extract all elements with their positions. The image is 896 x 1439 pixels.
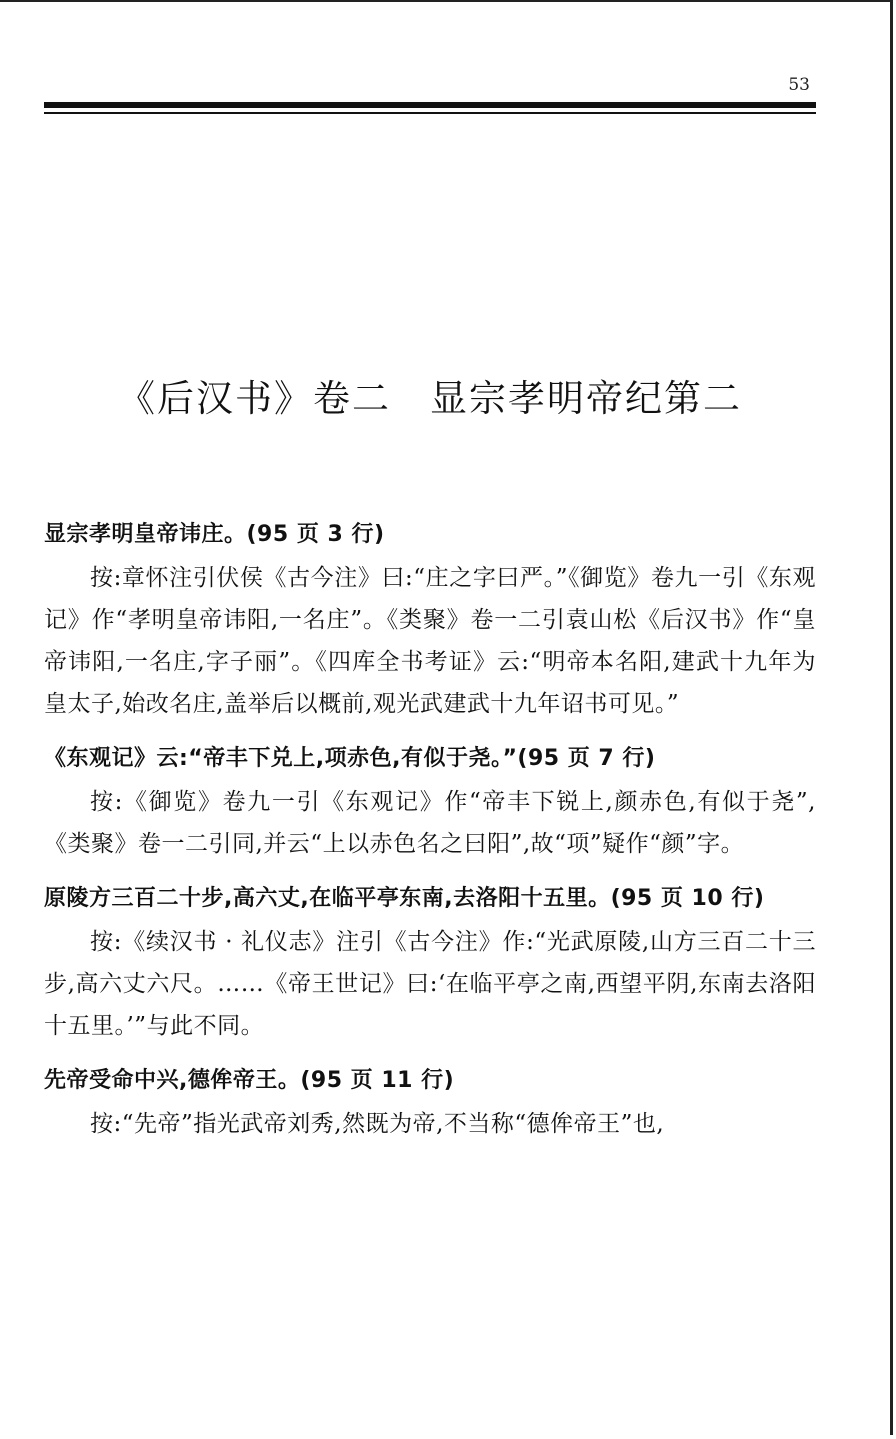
chapter-title: 《后汉书》卷二 显宗孝明帝纪第二 [118, 377, 742, 420]
page-number: 53 [788, 75, 810, 95]
entry [44, 513, 816, 725]
entry [44, 737, 816, 865]
entry-heading: 原陵方三百二十步,高六丈,在临平亭东南,去洛阳十五里。(95 页 10 行) [44, 886, 765, 911]
entry [44, 877, 816, 1047]
entry-heading: 显宗孝明皇帝讳庄。(95 页 3 行) [44, 522, 385, 547]
entry-heading: 先帝受命中兴,德侔帝王。(95 页 11 行) [44, 1068, 455, 1093]
page-body [44, 513, 816, 1157]
entry [44, 1059, 816, 1145]
entry-note: 按:“先帝”指光武帝刘秀,然既为帝,不当称“德侔帝王”也, [90, 1111, 665, 1137]
entry-heading: 《东观记》云:“帝丰下兑上,项赤色,有似于尧。”(95 页 7 行) [44, 746, 656, 771]
entry-note: 按:《御览》卷九一引《东观记》作“帝丰下锐上,颜赤色,有似于尧”,《类聚》卷一二引同,并云“上以赤色名之曰阳”,故“项”疑作“颜”字。 [44, 789, 816, 857]
entry-note: 按:章怀注引伏侯《古今注》曰:“庄之字曰严。”《御览》卷九一引《东观记》作“孝明皇帝讳阳,一名庄”。《类聚》卷一二引袁山松《后汉书》作“皇帝讳阳,一名庄,字子丽”。《四库全书考证》云:“明帝本名阳,建武十九年为皇太子,始改名庄,盖举后以概前,观光武建武十九年诏书可见。” [44, 565, 816, 717]
header-rule-thin [44, 112, 816, 114]
entry-note: 按:《续汉书 · 礼仪志》注引《古今注》作:“光武原陵,山方三百二十三步,高六丈六尺。……《帝王世记》曰:‘在临平亭之南,西望平阴,东南去洛阳十五里。’”与此不同。 [44, 929, 816, 1039]
header-rule-thick [44, 102, 816, 108]
